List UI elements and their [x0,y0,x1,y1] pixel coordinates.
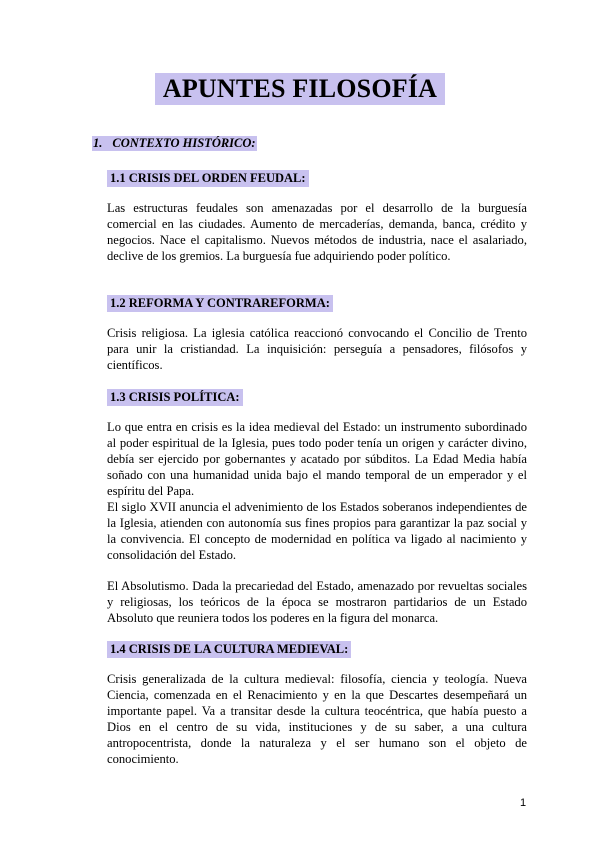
paragraph-feudal: Las estructuras feudales son amenazadas por el desarrollo de la burguesía comercial en las ciudades. Aumento de mercaderías, demanda, banca, crédito y negocios. Nace el capitalismo. Nuevos métodos de industria, nace el asalariado, declive de los gremios. La burguesía fue adquiriendo poder político. [107,201,527,263]
section-heading [92,136,257,151]
page-title: APUNTES FILOSOFÍA [155,73,445,105]
subsection-heading-1-2: 1.2 REFORMA Y CONTRAREFORMA: [107,295,333,312]
subsection-heading-1-4: 1.4 CRISIS DE LA CULTURA MEDIEVAL: [107,641,351,658]
section-number: 1. [93,136,103,150]
paragraph-estado-medieval: Lo que entra en crisis es la idea medieval del Estado: un instrumento subordinado al poder espiritual de la Iglesia, pues todo poder tenía un origen y carácter divino, debía ser ejercido por gobernantes y acatado por súbditos. La Edad Media había soñado con una humanidad unida bajo el mando temporal de un emperador y el espíritu del Papa. [107,420,527,498]
paragraph-reforma: Crisis religiosa. La iglesia católica reaccionó convocando el Concilio de Trento para unir la cristiandad. La inquisición: perseguía a pensadores, filósofos y científicos. [107,326,527,372]
subsection-heading-1-3: 1.3 CRISIS POLÍTICA: [107,389,243,406]
section-label: CONTEXTO HISTÓRICO: [112,136,256,150]
paragraph-absolutismo: El Absolutismo. Dada la precariedad del Estado, amenazado por revueltas sociales y religiosas, los teóricos de la época se mostraron partidarios de un Estado Absoluto que reuniera todos los poderes en la figura del monarca. [107,579,527,625]
paragraph-siglo-xvii: El siglo XVII anuncia el advenimiento de los Estados soberanos independientes de la Iglesia, atienden con autonomía sus fines propios para garantizar la paz social y la convivencia. El concepto de modernidad en política va ligado al nacimiento y consolidación del Estado. [107,500,527,562]
page-number: 1 [520,797,527,809]
subsection-heading-1-1: 1.1 CRISIS DEL ORDEN FEUDAL: [107,170,309,187]
paragraph-cultura-medieval: Crisis generalizada de la cultura medieval: filosofía, ciencia y teología. Nueva Ciencia, comenzada en el Renacimiento y en la que Descartes desempeñará un importante papel. Va a transitar desde la cultura teocéntrica, que había puesto a Dios en el centro de su vida, instituciones y de su saber, a una cultura antropocentrista, donde la naturaleza y el ser humano son el objeto de conocimiento. [107,672,527,766]
